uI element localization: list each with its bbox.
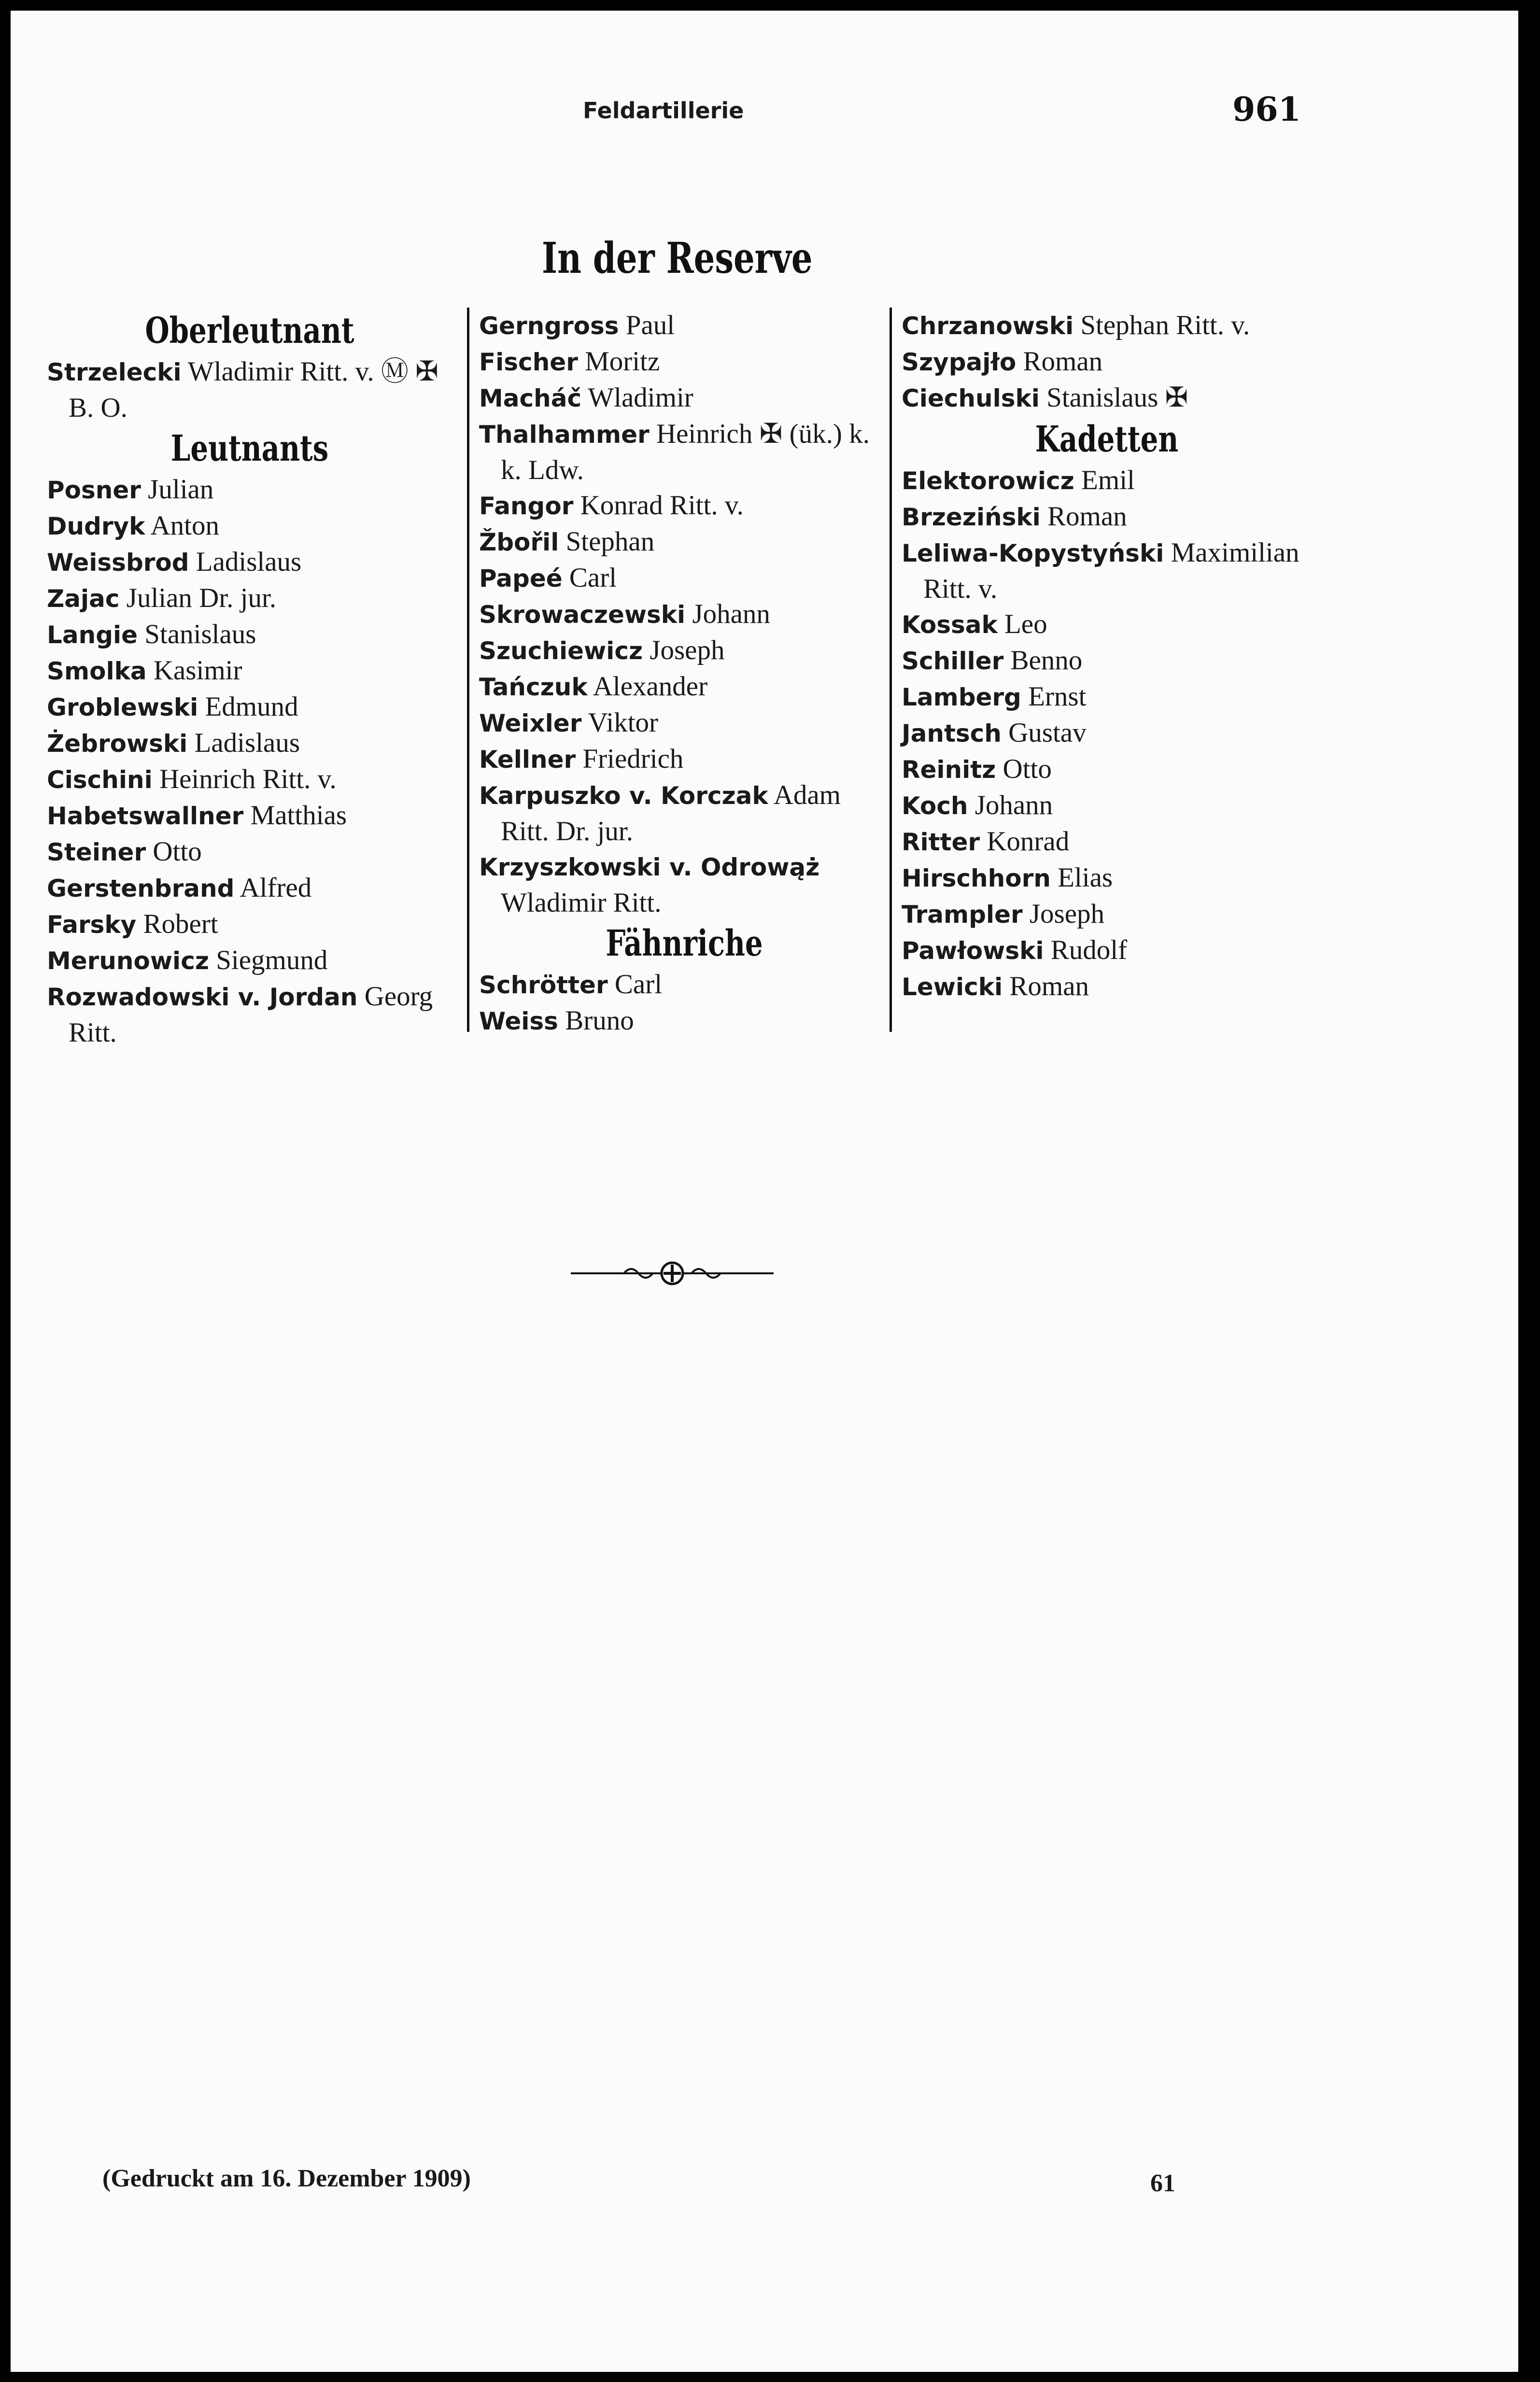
surname: Trampler [902,901,1023,929]
list-item [479,741,890,777]
document-page [11,11,1518,2372]
list-item [47,354,452,425]
surname: Leliwa-Kopystyński [902,539,1164,567]
rank-heading-leutnants: Leutnants [170,428,329,469]
surname: Krzyszkowski v. Odrowąż [479,853,820,881]
given-name: Robert [136,909,218,939]
surname: Chrzanowski [902,312,1074,340]
list-item [479,596,890,633]
surname: Gerngross [479,312,619,340]
surname: Papeé [479,564,563,592]
list-item [47,906,452,943]
given-name: Julian Dr. jur. [119,583,277,613]
oberleutnant-list [47,354,452,425]
given-name: Konrad [980,826,1070,857]
list-item [47,870,452,906]
list-item [902,499,1312,535]
surname: Jantsch [902,719,1002,747]
ornament-divider-icon [571,1259,774,1288]
surname: Macháč [479,384,582,412]
list-item [902,679,1312,715]
given-name: Leo [997,609,1047,639]
given-name: Friedrich [576,744,684,774]
given-name: Adam Ritt. Dr. jur. [501,780,841,846]
surname: Cischini [47,766,153,794]
given-name: Johann [968,790,1053,820]
surname: Brzeziński [902,503,1041,531]
surname: Žbořil [479,528,559,556]
list-item [479,849,890,920]
surname: Weixler [479,709,582,737]
given-name: Moritz [578,346,660,377]
surname: Hirschhorn [902,864,1051,892]
list-item [47,508,452,544]
list-item [479,524,890,560]
list-item [47,472,452,508]
list-item [902,380,1312,416]
list-item [902,860,1312,896]
list-item [902,969,1312,1005]
surname: Szypajło [902,348,1017,376]
list-item [902,788,1312,824]
surname: Gerstenbrand [47,874,235,902]
surname: Steiner [47,838,146,866]
list-item [479,705,890,741]
given-name: Gustav [1001,718,1087,748]
given-name: Roman [1016,346,1103,377]
given-name: Stanislaus ✠ [1039,382,1188,413]
surname: Schrötter [479,971,608,999]
list-item [902,932,1312,969]
running-head: Feldartillerie [583,98,744,124]
surname: Fischer [479,348,578,376]
surname: Koch [902,792,968,820]
reserve-list-3 [902,308,1312,416]
list-item [47,580,452,617]
print-date-note: (Gedruckt am 16. Dezember 1909) [102,2165,471,2192]
given-name: Stephan [559,526,655,557]
given-name: Alexander [587,671,708,702]
list-item [902,463,1312,499]
given-name: Viktor [581,707,659,738]
surname: Fangor [479,492,574,520]
surname: Thalhammer [479,421,650,449]
list-item [479,560,890,596]
given-name: Siegmund [209,945,328,975]
given-name: Carl [562,563,617,593]
list-item [479,344,890,380]
leutnants-list [47,472,452,1050]
surname: Elektorowicz [902,467,1074,495]
list-item [479,633,890,669]
given-name: Bruno [558,1005,634,1036]
given-name: Julian [141,474,214,505]
list-item [47,798,452,834]
given-name: Konrad Ritt. v. [573,490,744,521]
given-name: Johann [685,599,770,629]
rank-heading-faehnriche: Fähnriche [606,923,763,964]
surname: Merunowicz [47,947,209,975]
surname: Karpuszko v. Korczak [479,782,768,810]
signature-number: 61 [1150,2170,1175,2197]
surname: Weiss [479,1007,558,1035]
surname: Żebrowski [47,730,188,758]
given-name: Georg Ritt. [69,981,433,1048]
page-number: 961 [1232,90,1301,129]
list-item [902,535,1312,606]
kadetten-list [902,463,1312,1005]
list-item [47,725,452,761]
surname: Zajac [47,585,120,613]
list-item [479,488,890,524]
given-name: Kasimir [146,655,242,686]
given-name: Maximilian Ritt. v. [923,537,1300,604]
list-item [479,777,890,849]
given-name: Roman [1003,971,1089,1001]
list-item [902,824,1312,860]
surname: Strzelecki [47,358,182,386]
list-item [902,896,1312,932]
surname: Posner [47,476,141,504]
given-name: Heinrich Ritt. v. [152,764,337,794]
surname: Skrowaczewski [479,601,686,629]
given-name: Roman [1040,501,1127,532]
surname: Habetswallner [47,802,244,830]
list-item [479,308,890,344]
surname: Lewicki [902,973,1003,1001]
rank-heading-oberleutnant: Oberleutnant [145,310,354,352]
given-name: Benno [1003,645,1083,676]
given-name: Anton [145,510,220,541]
surname: Kossak [902,611,998,639]
column-1 [47,308,452,1050]
list-item [479,380,890,416]
given-name: Otto [996,754,1052,784]
column-2 [467,308,890,1036]
faehnriche-list [479,967,890,1039]
list-item [47,834,452,870]
given-name: Ladislaus [189,547,302,577]
list-item [47,761,452,798]
surname: Ciechulski [902,384,1040,412]
section-title: In der Reserve [542,233,813,283]
list-item [902,344,1312,380]
list-item [47,544,452,580]
surname: Reinitz [902,756,996,784]
surname: Kellner [479,746,576,774]
given-name: Wladimir Ritt. [501,888,662,918]
list-item [902,606,1312,643]
given-name: Rudolf [1044,935,1128,965]
list-item [902,308,1312,344]
given-name: Ernst [1021,681,1087,712]
given-name: Ladislaus [187,728,300,758]
list-item [47,617,452,653]
list-item [902,751,1312,788]
surname: Pawłowski [902,937,1044,965]
list-item [479,416,890,488]
given-name: Edmund [198,691,298,722]
surname: Schiller [902,647,1004,675]
column-3 [890,308,1312,1032]
given-name: Alfred [234,873,312,903]
list-item [479,1003,890,1039]
surname: Smolka [47,657,147,685]
given-name: Joseph [643,635,725,665]
surname: Ritter [902,828,980,856]
list-item [902,643,1312,679]
surname: Tańczuk [479,673,588,701]
surname: Langie [47,621,138,649]
given-name: Emil [1074,465,1135,495]
given-name: Elias [1050,862,1113,893]
surname: Dudryk [47,512,145,540]
given-name: Heinrich ✠ (ük.) k. k. Ldw. [501,419,870,485]
given-name: Joseph [1022,899,1105,929]
given-name: Paul [619,310,675,340]
surname: Groblewski [47,693,198,721]
list-item [479,967,890,1003]
list-item [47,943,452,979]
given-name: Carl [608,969,663,1000]
list-item [902,715,1312,751]
rank-heading-kadetten: Kadetten [1035,419,1179,460]
given-name: Stephan Ritt. v. [1074,310,1250,340]
surname: Szuchiewicz [479,637,643,665]
list-item [47,979,452,1050]
given-name: Otto [146,836,202,867]
given-name: Wladimir Ritt. v. Ⓜ ✠ B. O. [69,356,438,423]
surname: Farsky [47,911,137,939]
given-name: Matthias [243,800,347,831]
given-name: Stanislaus [138,619,256,649]
surname: Rozwadowski v. Jordan [47,983,358,1011]
list-item [47,653,452,689]
list-item [47,689,452,725]
list-item [479,669,890,705]
reserve-list-2 [479,308,890,920]
surname: Lamberg [902,683,1021,711]
surname: Weissbrod [47,549,189,577]
given-name: Wladimir [581,382,693,413]
